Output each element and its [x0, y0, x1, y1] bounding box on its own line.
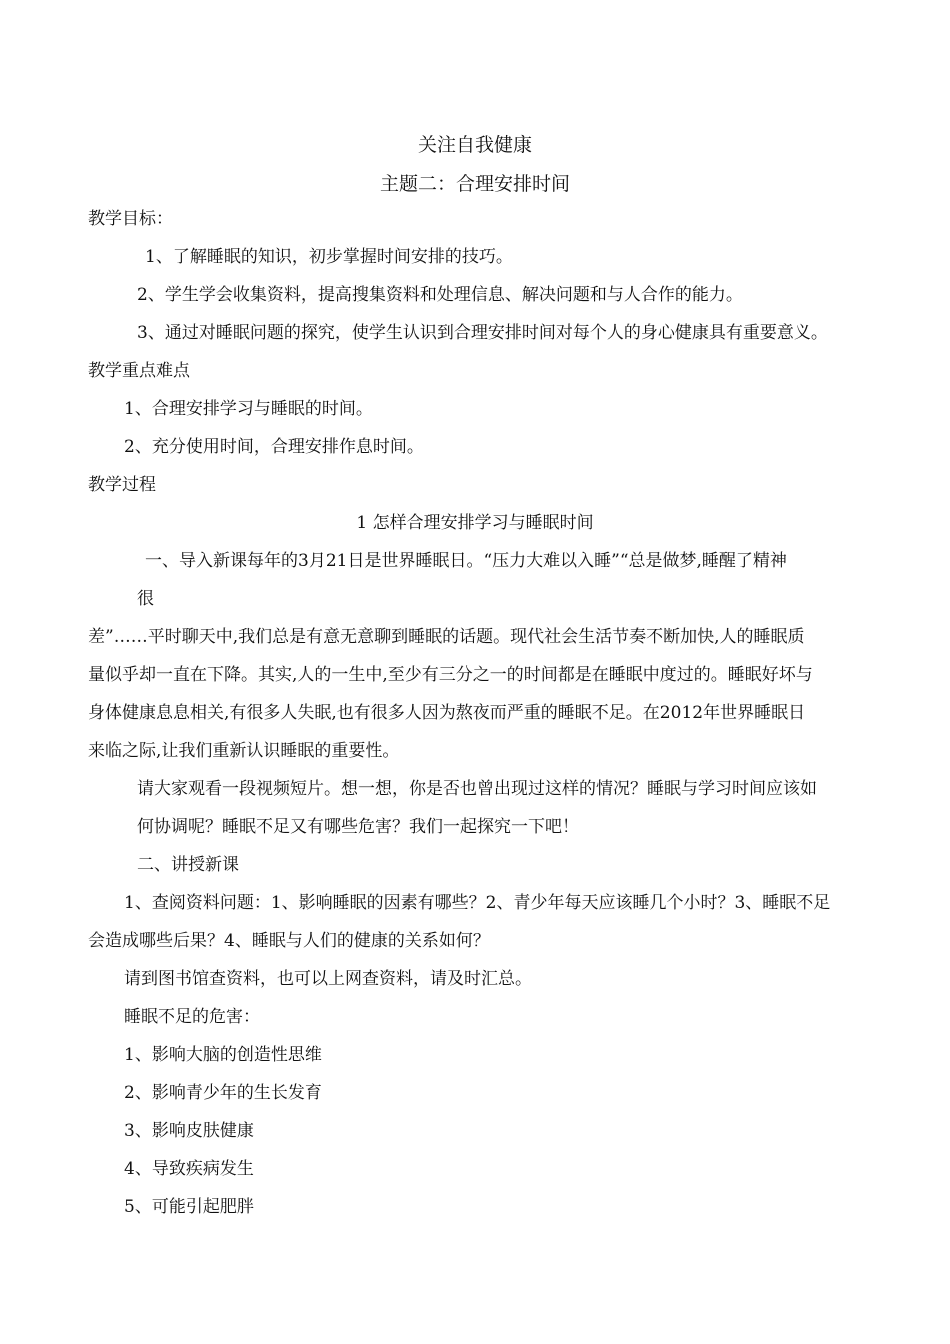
intro-line: 来临之际,让我们重新认识睡眠的重要性。 [88, 741, 400, 761]
intro-line: 差”……平时聊天中,我们总是有意无意聊到睡眠的话题。现代社会生活节奏不断加快,人的睡眠质 [88, 627, 805, 647]
document-subtitle: 主题二：合理安排时间 [379, 173, 570, 195]
library-note: 请到图书馆查资料，也可以上网查资料，请及时汇总。 [124, 969, 532, 989]
key-points-heading: 教学重点难点 [88, 361, 190, 381]
research-line: 会造成哪些后果？4、睡眠与人们的健康的关系如何？ [88, 931, 490, 951]
objective-item: 2、学生学会收集资料，提高搜集资料和处理信息、解决问题和与人合作的能力。 [137, 285, 743, 305]
section-title: 1 怎样合理安排学习与睡眠时间 [356, 513, 594, 533]
objective-item: 3、通过对睡眠问题的探究，使学生认识到合理安排时间对每个人的身心健康具有重要意义。 [137, 323, 828, 343]
harm-item: 4、导致疾病发生 [124, 1159, 254, 1179]
harm-item: 5、可能引起肥胖 [124, 1197, 254, 1217]
harm-item: 2、影响青少年的生长发育 [124, 1083, 322, 1103]
harm-item: 3、影响皮肤健康 [124, 1121, 254, 1141]
intro-line: 一、导入新课每年的3月21日是世界睡眠日。“压力大难以入睡”“总是做梦,睡醒了精神 [145, 551, 787, 571]
video-line: 请大家观看一段视频短片。想一想，你是否也曾出现过这样的情况？睡眠与学习时间应该如 [137, 779, 817, 799]
research-line: 1、查阅资料问题：1、影响睡眠的因素有哪些？2、青少年每天应该睡几个小时？3、睡眠不足 [124, 893, 831, 913]
intro-line: 量似乎却一直在下降。其实,人的一生中,至少有三分之一的时间都是在睡眠中度过的。睡眠好坏与 [88, 665, 813, 685]
key-point-item: 2、充分使用时间，合理安排作息时间。 [124, 437, 424, 457]
objective-item: 1、了解睡眠的知识，初步掌握时间安排的技巧。 [145, 247, 513, 267]
video-line: 何协调呢？睡眠不足又有哪些危害？我们一起探究一下吧！ [137, 817, 579, 837]
key-point-item: 1、合理安排学习与睡眠的时间。 [124, 399, 373, 419]
harm-item: 1、影响大脑的创造性思维 [124, 1045, 322, 1065]
objectives-heading: 教学目标： [88, 209, 173, 229]
new-lesson-heading: 二、讲授新课 [137, 855, 239, 875]
intro-line: 身体健康息息相关,有很多人失眠,也有很多人因为熬夜而严重的睡眠不足。在2012年世界睡眠日 [88, 703, 806, 723]
process-heading: 教学过程 [88, 475, 156, 495]
intro-line: 很 [137, 589, 154, 609]
harms-heading: 睡眠不足的危害： [124, 1007, 260, 1027]
document-title: 关注自我健康 [417, 134, 532, 156]
